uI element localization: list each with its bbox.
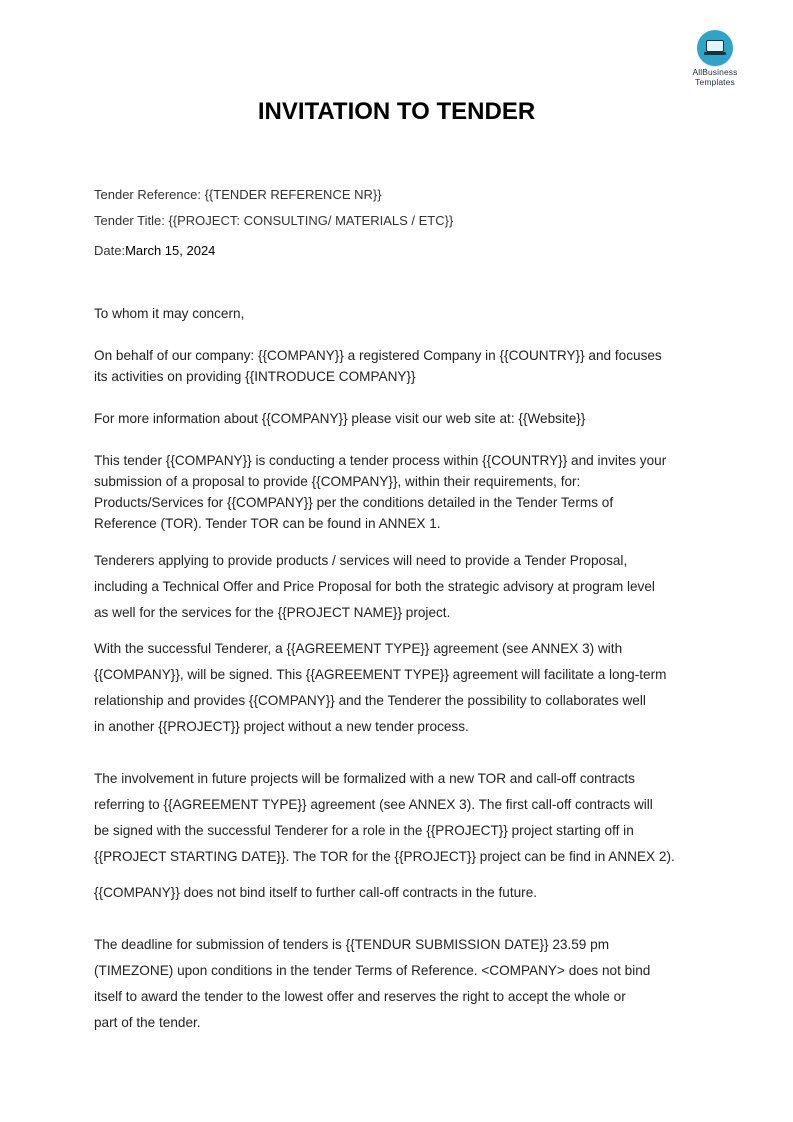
paragraph-company-intro — [94, 345, 702, 387]
text-line: {{PROJECT STARTING DATE}}. The TOR for the {{PROJECT}} project can be find in ANNEX 2). — [94, 849, 675, 864]
tender-title-value: {{PROJECT: CONSULTING/ MATERIALS / ETC}} — [168, 213, 454, 228]
text-line: Tenderers applying to provide products / services will need to provide a Tender Proposal, — [94, 553, 628, 568]
paragraph-deadline — [94, 932, 702, 1036]
allbusiness-templates-logo — [682, 30, 748, 87]
text-line: (TIMEZONE) upon conditions in the tender Terms of Reference. <COMPANY> does not bind — [94, 963, 651, 978]
text-line: {{COMPANY}} does not bind itself to further call-off contracts in the future. — [94, 885, 538, 900]
tender-title-line — [94, 213, 453, 228]
paragraph-tender-process — [94, 450, 702, 534]
text-line: its activities on providing {{INTRODUCE COMPANY}} — [94, 369, 416, 384]
text-line: Reference (TOR). Tender TOR can be found in ANNEX 1. — [94, 516, 441, 531]
logo-line-2: Templates — [695, 76, 735, 87]
paragraph-no-binding — [94, 880, 702, 906]
text-line: part of the tender. — [94, 1015, 201, 1030]
document-title: INVITATION TO TENDER — [257, 98, 536, 125]
tender-reference-line — [94, 187, 382, 202]
text-line: With the successful Tenderer, a {{AGREEMENT TYPE}} agreement (see ANNEX 3) with — [94, 641, 623, 656]
text-line: The deadline for submission of tenders is {{TENDUR SUBMISSION DATE}} 23.59 pm — [94, 937, 610, 952]
text-line: in another {{PROJECT}} project without a new tender process. — [94, 719, 469, 734]
text-line: referring to {{AGREEMENT TYPE}} agreement (see ANNEX 3). The first call-off contracts will — [94, 797, 653, 812]
paragraph-agreement — [94, 636, 702, 740]
text-line: be signed with the successful Tenderer for a role in the {{PROJECT}} project starting off in — [94, 823, 634, 838]
paragraph-website — [94, 408, 702, 429]
date-line — [94, 243, 215, 258]
text-line: On behalf of our company: {{COMPANY}} a registered Company in {{COUNTRY}} and focuses — [94, 348, 662, 363]
tender-reference-label: Tender Reference: — [94, 187, 205, 202]
logo-text — [682, 68, 748, 87]
tender-reference-value: {{TENDER REFERENCE NR}} — [204, 187, 382, 202]
date-label: Date: — [94, 243, 126, 258]
greeting — [94, 303, 702, 324]
logo-line-1: AllBusiness — [692, 67, 738, 77]
text-line: Products/Services for {{COMPANY}} per the conditions detailed in the Tender Terms of — [94, 495, 614, 510]
paragraph-future-projects — [94, 766, 702, 870]
tender-title-label: Tender Title: — [94, 213, 169, 228]
text-line: {{COMPANY}}, will be signed. This {{AGREEMENT TYPE}} agreement will facilitate a long-term — [94, 667, 667, 682]
date-value: March 15, 2024 — [125, 243, 216, 258]
text-line: itself to award the tender to the lowest offer and reserves the right to accept the whole or — [94, 989, 626, 1004]
text-line: submission of a proposal to provide {{COMPANY}}, within their requirements, for: — [94, 474, 581, 489]
laptop-icon — [697, 30, 733, 66]
text-line: including a Technical Offer and Price Proposal for both the strategic advisory at program level — [94, 579, 655, 594]
text-line: as well for the services for the {{PROJECT NAME}} project. — [94, 605, 451, 620]
text-line: The involvement in future projects will be formalized with a new TOR and call-off contracts — [94, 771, 635, 786]
greeting-line: To whom it may concern, — [94, 306, 245, 321]
text-line: relationship and provides {{COMPANY}} and the Tenderer the possibility to collaborates well — [94, 693, 646, 708]
paragraph-tender-proposal — [94, 548, 702, 626]
text-line: This tender {{COMPANY}} is conducting a tender process within {{COUNTRY}} and invites your — [94, 453, 667, 468]
text-line: For more information about {{COMPANY}} please visit our web site at: {{Website}} — [94, 411, 586, 426]
